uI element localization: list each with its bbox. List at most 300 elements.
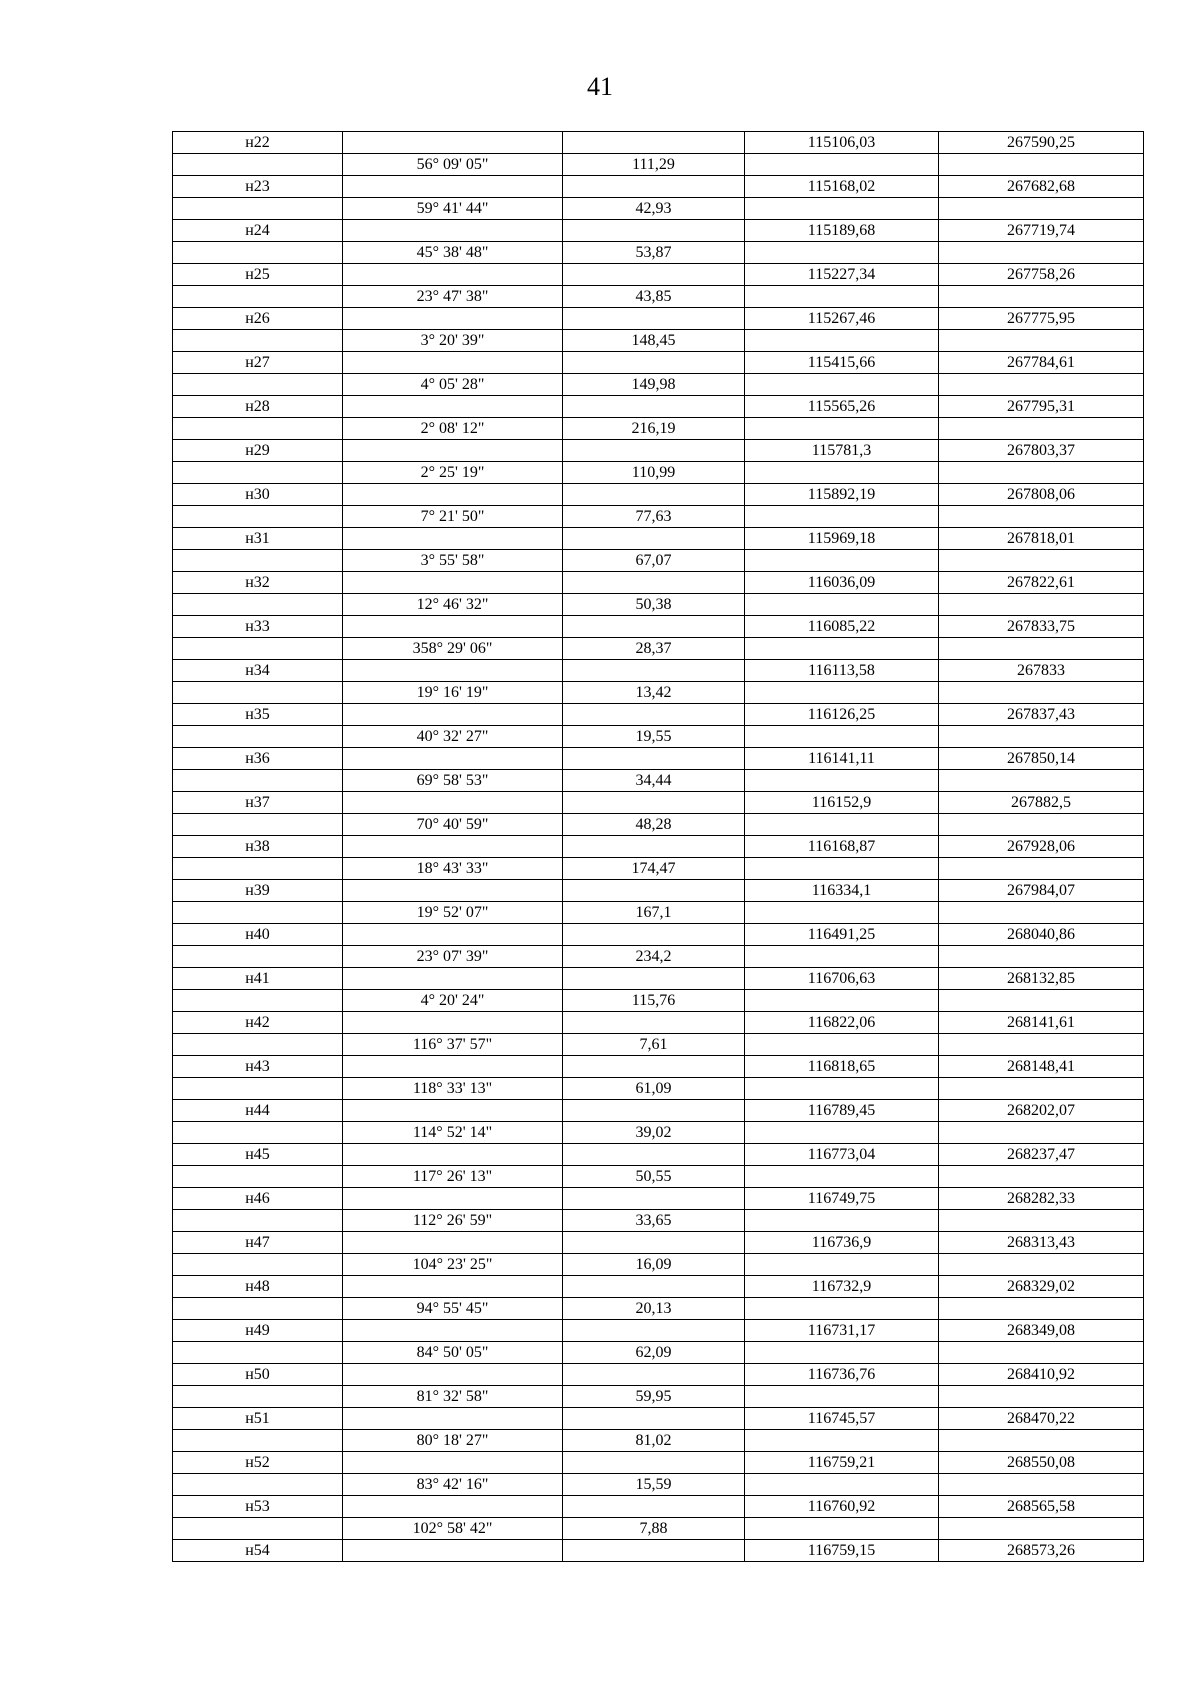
empty-cell [939,902,1144,924]
point-name-cell: н27 [173,352,343,374]
empty-cell [343,528,563,550]
point-name-cell: н28 [173,396,343,418]
empty-cell [745,638,939,660]
direction-angle-cell: 70° 40' 59" [343,814,563,836]
point-row [173,924,1144,946]
empty-cell [563,1056,745,1078]
point-name-cell: н34 [173,660,343,682]
y-coordinate-cell: 267928,06 [939,836,1144,858]
empty-cell [563,968,745,990]
point-name-cell: н30 [173,484,343,506]
point-row [173,880,1144,902]
empty-cell [745,286,939,308]
empty-cell [939,242,1144,264]
point-name-cell: н45 [173,1144,343,1166]
empty-cell [563,264,745,286]
empty-cell [939,1254,1144,1276]
segment-row [173,726,1144,748]
point-name-cell: н39 [173,880,343,902]
segment-row [173,946,1144,968]
segment-row [173,198,1144,220]
direction-angle-cell: 80° 18' 27" [343,1430,563,1452]
x-coordinate-cell: 116168,87 [745,836,939,858]
empty-cell [745,814,939,836]
point-name-cell: н48 [173,1276,343,1298]
empty-cell [173,1474,343,1496]
direction-angle-cell: 56° 09' 05" [343,154,563,176]
empty-cell [563,616,745,638]
empty-cell [173,154,343,176]
x-coordinate-cell: 115106,03 [745,132,939,154]
segment-length-cell: 77,63 [563,506,745,528]
segment-row [173,374,1144,396]
direction-angle-cell: 94° 55' 45" [343,1298,563,1320]
direction-angle-cell: 59° 41' 44" [343,198,563,220]
empty-cell [563,1320,745,1342]
point-name-cell: н50 [173,1364,343,1386]
empty-cell [173,462,343,484]
point-row [173,968,1144,990]
empty-cell [563,1188,745,1210]
coordinates-table-body [173,132,1144,1562]
empty-cell [343,1320,563,1342]
point-row [173,1100,1144,1122]
direction-angle-cell: 81° 32' 58" [343,1386,563,1408]
point-name-cell: н43 [173,1056,343,1078]
point-row [173,396,1144,418]
empty-cell [563,1276,745,1298]
x-coordinate-cell: 115189,68 [745,220,939,242]
x-coordinate-cell: 115892,19 [745,484,939,506]
empty-cell [563,396,745,418]
empty-cell [939,726,1144,748]
point-row [173,704,1144,726]
empty-cell [173,858,343,880]
empty-cell [939,1078,1144,1100]
empty-cell [173,682,343,704]
empty-cell [563,1144,745,1166]
empty-cell [745,1166,939,1188]
segment-row [173,1122,1144,1144]
empty-cell [563,1364,745,1386]
x-coordinate-cell: 116731,17 [745,1320,939,1342]
y-coordinate-cell: 268410,92 [939,1364,1144,1386]
y-coordinate-cell: 268565,58 [939,1496,1144,1518]
empty-cell [745,506,939,528]
segment-length-cell: 62,09 [563,1342,745,1364]
empty-cell [173,1430,343,1452]
y-coordinate-cell: 268573,26 [939,1540,1144,1562]
empty-cell [173,1342,343,1364]
segment-row [173,638,1144,660]
y-coordinate-cell: 267719,74 [939,220,1144,242]
empty-cell [563,1232,745,1254]
direction-angle-cell: 7° 21' 50" [343,506,563,528]
point-row [173,836,1144,858]
x-coordinate-cell: 115267,46 [745,308,939,330]
segment-row [173,902,1144,924]
empty-cell [745,418,939,440]
direction-angle-cell: 12° 46' 32" [343,594,563,616]
y-coordinate-cell: 268282,33 [939,1188,1144,1210]
direction-angle-cell: 40° 32' 27" [343,726,563,748]
empty-cell [939,1474,1144,1496]
empty-cell [343,220,563,242]
point-name-cell: н38 [173,836,343,858]
x-coordinate-cell: 115565,26 [745,396,939,418]
point-name-cell: н24 [173,220,343,242]
direction-angle-cell: 112° 26' 59" [343,1210,563,1232]
point-name-cell: н41 [173,968,343,990]
point-name-cell: н40 [173,924,343,946]
point-name-cell: н22 [173,132,343,154]
empty-cell [343,440,563,462]
empty-cell [343,792,563,814]
empty-cell [563,220,745,242]
direction-angle-cell: 118° 33' 13" [343,1078,563,1100]
y-coordinate-cell: 267833,75 [939,616,1144,638]
empty-cell [563,1452,745,1474]
segment-length-cell: 39,02 [563,1122,745,1144]
y-coordinate-cell: 267682,68 [939,176,1144,198]
point-row [173,132,1144,154]
empty-cell [173,198,343,220]
empty-cell [939,638,1144,660]
empty-cell [745,1210,939,1232]
point-row [173,748,1144,770]
empty-cell [939,1342,1144,1364]
empty-cell [173,1298,343,1320]
empty-cell [343,1496,563,1518]
y-coordinate-cell: 268202,07 [939,1100,1144,1122]
empty-cell [563,748,745,770]
segment-length-cell: 148,45 [563,330,745,352]
segment-row [173,770,1144,792]
point-row [173,1452,1144,1474]
empty-cell [745,462,939,484]
x-coordinate-cell: 116789,45 [745,1100,939,1122]
segment-length-cell: 59,95 [563,1386,745,1408]
empty-cell [343,616,563,638]
empty-cell [939,1518,1144,1540]
empty-cell [343,396,563,418]
empty-cell [563,1540,745,1562]
x-coordinate-cell: 115168,02 [745,176,939,198]
y-coordinate-cell: 267784,61 [939,352,1144,374]
y-coordinate-cell: 268313,43 [939,1232,1144,1254]
empty-cell [343,572,563,594]
direction-angle-cell: 4° 05' 28" [343,374,563,396]
point-name-cell: н51 [173,1408,343,1430]
segment-length-cell: 7,88 [563,1518,745,1540]
point-name-cell: н37 [173,792,343,814]
y-coordinate-cell: 267590,25 [939,132,1144,154]
empty-cell [563,1496,745,1518]
empty-cell [745,726,939,748]
point-row [173,440,1144,462]
segment-length-cell: 19,55 [563,726,745,748]
empty-cell [745,946,939,968]
segment-row [173,242,1144,264]
y-coordinate-cell: 267758,26 [939,264,1144,286]
empty-cell [939,1210,1144,1232]
point-row [173,1540,1144,1562]
y-coordinate-cell: 267850,14 [939,748,1144,770]
segment-row [173,1518,1144,1540]
empty-cell [745,550,939,572]
segment-length-cell: 167,1 [563,902,745,924]
x-coordinate-cell: 116085,22 [745,616,939,638]
segment-length-cell: 115,76 [563,990,745,1012]
empty-cell [745,1034,939,1056]
direction-angle-cell: 4° 20' 24" [343,990,563,1012]
empty-cell [745,198,939,220]
point-row [173,1188,1144,1210]
point-row [173,1364,1144,1386]
y-coordinate-cell: 267984,07 [939,880,1144,902]
empty-cell [343,748,563,770]
empty-cell [343,352,563,374]
empty-cell [343,484,563,506]
segment-length-cell: 174,47 [563,858,745,880]
empty-cell [563,792,745,814]
point-row [173,1276,1144,1298]
empty-cell [563,704,745,726]
empty-cell [173,1078,343,1100]
x-coordinate-cell: 116036,09 [745,572,939,594]
segment-length-cell: 48,28 [563,814,745,836]
x-coordinate-cell: 116736,9 [745,1232,939,1254]
direction-angle-cell: 23° 07' 39" [343,946,563,968]
segment-length-cell: 53,87 [563,242,745,264]
point-row [173,616,1144,638]
empty-cell [173,506,343,528]
segment-row [173,1342,1144,1364]
empty-cell [173,1386,343,1408]
empty-cell [173,902,343,924]
empty-cell [563,352,745,374]
segment-row [173,154,1144,176]
empty-cell [745,1122,939,1144]
segment-length-cell: 149,98 [563,374,745,396]
empty-cell [939,946,1144,968]
empty-cell [745,1254,939,1276]
empty-cell [745,242,939,264]
segment-row [173,506,1144,528]
empty-cell [173,330,343,352]
segment-row [173,286,1144,308]
point-row [173,1408,1144,1430]
point-name-cell: н35 [173,704,343,726]
x-coordinate-cell: 116736,76 [745,1364,939,1386]
y-coordinate-cell: 268237,47 [939,1144,1144,1166]
point-row [173,792,1144,814]
empty-cell [745,594,939,616]
segment-row [173,1166,1144,1188]
empty-cell [563,440,745,462]
empty-cell [343,968,563,990]
empty-cell [563,572,745,594]
empty-cell [173,550,343,572]
y-coordinate-cell: 267882,5 [939,792,1144,814]
x-coordinate-cell: 116745,57 [745,1408,939,1430]
empty-cell [939,198,1144,220]
empty-cell [939,286,1144,308]
segment-length-cell: 15,59 [563,1474,745,1496]
x-coordinate-cell: 116152,9 [745,792,939,814]
empty-cell [343,308,563,330]
direction-angle-cell: 19° 52' 07" [343,902,563,924]
segment-row [173,990,1144,1012]
empty-cell [173,726,343,748]
segment-row [173,1386,1144,1408]
point-row [173,1232,1144,1254]
empty-cell [939,1166,1144,1188]
empty-cell [939,506,1144,528]
empty-cell [173,638,343,660]
y-coordinate-cell: 267775,95 [939,308,1144,330]
empty-cell [563,1100,745,1122]
x-coordinate-cell: 116759,21 [745,1452,939,1474]
direction-angle-cell: 84° 50' 05" [343,1342,563,1364]
empty-cell [173,1034,343,1056]
segment-length-cell: 16,09 [563,1254,745,1276]
empty-cell [939,1298,1144,1320]
empty-cell [343,176,563,198]
segment-row [173,814,1144,836]
page-number: 41 [587,72,613,101]
empty-cell [343,1012,563,1034]
point-name-cell: н32 [173,572,343,594]
x-coordinate-cell: 116822,06 [745,1012,939,1034]
segment-length-cell: 61,09 [563,1078,745,1100]
point-name-cell: н54 [173,1540,343,1562]
empty-cell [343,1364,563,1386]
y-coordinate-cell: 268550,08 [939,1452,1144,1474]
empty-cell [563,1408,745,1430]
empty-cell [343,836,563,858]
y-coordinate-cell: 268329,02 [939,1276,1144,1298]
point-name-cell: н33 [173,616,343,638]
segment-row [173,1430,1144,1452]
y-coordinate-cell: 267803,37 [939,440,1144,462]
y-coordinate-cell: 267795,31 [939,396,1144,418]
x-coordinate-cell: 116141,11 [745,748,939,770]
empty-cell [343,1408,563,1430]
x-coordinate-cell: 116749,75 [745,1188,939,1210]
segment-length-cell: 216,19 [563,418,745,440]
empty-cell [745,682,939,704]
point-name-cell: н47 [173,1232,343,1254]
x-coordinate-cell: 115969,18 [745,528,939,550]
point-row [173,1012,1144,1034]
y-coordinate-cell: 267808,06 [939,484,1144,506]
empty-cell [939,154,1144,176]
point-row [173,176,1144,198]
empty-cell [939,594,1144,616]
empty-cell [173,990,343,1012]
point-row [173,484,1144,506]
empty-cell [745,330,939,352]
empty-cell [745,1298,939,1320]
empty-cell [939,1034,1144,1056]
y-coordinate-cell: 268470,22 [939,1408,1144,1430]
empty-cell [563,528,745,550]
empty-cell [939,770,1144,792]
segment-row [173,1034,1144,1056]
point-row [173,1496,1144,1518]
x-coordinate-cell: 116113,58 [745,660,939,682]
segment-length-cell: 28,37 [563,638,745,660]
empty-cell [563,836,745,858]
y-coordinate-cell: 268040,86 [939,924,1144,946]
x-coordinate-cell: 116760,92 [745,1496,939,1518]
empty-cell [745,374,939,396]
empty-cell [939,330,1144,352]
empty-cell [563,1012,745,1034]
empty-cell [939,1386,1144,1408]
empty-cell [343,1144,563,1166]
y-coordinate-cell: 267833 [939,660,1144,682]
point-row [173,352,1144,374]
empty-cell [343,704,563,726]
point-row [173,660,1144,682]
segment-row [173,1298,1144,1320]
direction-angle-cell: 3° 20' 39" [343,330,563,352]
empty-cell [745,154,939,176]
empty-cell [563,176,745,198]
segment-length-cell: 50,38 [563,594,745,616]
point-name-cell: н53 [173,1496,343,1518]
x-coordinate-cell: 116334,1 [745,880,939,902]
point-row [173,528,1144,550]
empty-cell [939,374,1144,396]
empty-cell [173,374,343,396]
y-coordinate-cell: 267837,43 [939,704,1144,726]
segment-length-cell: 234,2 [563,946,745,968]
y-coordinate-cell: 268141,61 [939,1012,1144,1034]
point-name-cell: н23 [173,176,343,198]
direction-angle-cell: 83° 42' 16" [343,1474,563,1496]
empty-cell [343,1100,563,1122]
empty-cell [745,1430,939,1452]
segment-length-cell: 81,02 [563,1430,745,1452]
direction-angle-cell: 104° 23' 25" [343,1254,563,1276]
empty-cell [939,682,1144,704]
segment-row [173,1078,1144,1100]
y-coordinate-cell: 268349,08 [939,1320,1144,1342]
point-name-cell: н42 [173,1012,343,1034]
direction-angle-cell: 2° 25' 19" [343,462,563,484]
point-row [173,1320,1144,1342]
x-coordinate-cell: 115227,34 [745,264,939,286]
segment-row [173,594,1144,616]
direction-angle-cell: 117° 26' 13" [343,1166,563,1188]
segment-length-cell: 7,61 [563,1034,745,1056]
empty-cell [343,1276,563,1298]
empty-cell [939,1122,1144,1144]
empty-cell [173,814,343,836]
segment-row [173,682,1144,704]
empty-cell [563,880,745,902]
direction-angle-cell: 18° 43' 33" [343,858,563,880]
empty-cell [343,660,563,682]
empty-cell [939,462,1144,484]
point-row [173,220,1144,242]
x-coordinate-cell: 116759,15 [745,1540,939,1562]
empty-cell [563,132,745,154]
empty-cell [343,1188,563,1210]
